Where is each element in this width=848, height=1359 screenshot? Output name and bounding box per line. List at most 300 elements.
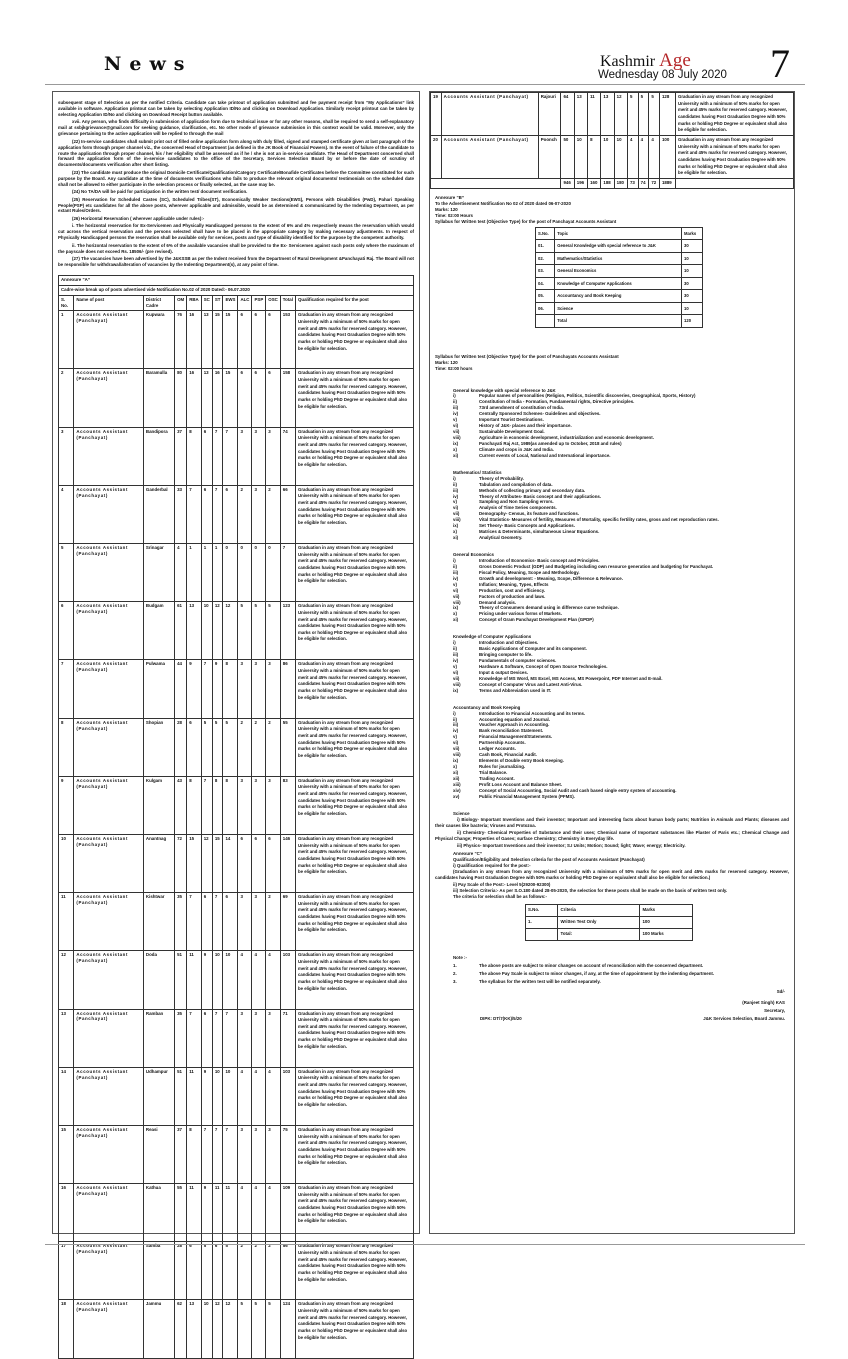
table-cell: 4 xyxy=(59,485,74,543)
item-text: Input & output Devices. xyxy=(479,669,529,675)
annexure-c-l1: Qualification/Eligibility and Selection criteria for the post of Accounts Assistant (Panchayat) xyxy=(453,856,645,862)
annexure-c-l2: i) Qualification required for the post:- xyxy=(453,862,531,868)
item-number: vi) xyxy=(453,505,459,511)
item-text: 73rd amendment of constitution of India. xyxy=(479,405,564,411)
table-cell: Kathua xyxy=(143,1184,174,1242)
section-title: News xyxy=(104,53,193,75)
table-cell: 2 xyxy=(266,485,281,543)
item-number: xi) xyxy=(453,535,459,541)
table-cell: 7 xyxy=(212,427,223,485)
table-cell: 75 xyxy=(280,1125,295,1183)
item-text: Panchayati Raj Act, 1989(as amended up to October, 2018 and rules) xyxy=(479,440,622,446)
qualification-cell: Graduation in any stream from any recognized University with a minimum of 50% marks for open merit and 45% marks for reserved category. However, candidates having Post Graduation Degree with 50% marks or holding PhD Degree or equivalent shall also be eligible for selection. xyxy=(296,427,414,485)
table-cell: Kulgam xyxy=(143,776,174,834)
table-cell: 12 xyxy=(212,602,223,660)
table-cell: 13 xyxy=(574,93,587,136)
item-number: ix) xyxy=(453,605,459,611)
syllabus-cell: 04. xyxy=(536,277,555,290)
item-number: ii) xyxy=(453,646,457,652)
table-cell: 69 xyxy=(280,893,295,951)
table-cell: 7 xyxy=(187,485,202,543)
section-title: Mathematics/ Statistics xyxy=(453,469,502,475)
item-number: i) xyxy=(453,393,456,399)
table-cell: 9 xyxy=(59,776,74,834)
note-number: 2. xyxy=(453,970,457,976)
table-cell: 2 xyxy=(266,718,281,776)
item-text: Trading Account. xyxy=(479,775,515,781)
table-cell: 10 xyxy=(614,136,627,179)
item-number: i) xyxy=(453,475,456,481)
table-cell: 4 xyxy=(252,1184,266,1242)
annexure-b-marks: Marks: 120 xyxy=(435,206,458,212)
table-cell: 8 xyxy=(187,427,202,485)
syllabus-cell: Knowledge of Computer Applications xyxy=(555,277,682,290)
item-number: ii) xyxy=(453,399,457,405)
item-text: Growth and development: - Meaning, Scope, Difference & Relevance. xyxy=(479,575,623,581)
table-cell: 10 xyxy=(212,1067,223,1125)
science-title: Science xyxy=(453,810,470,816)
table-cell: 3 xyxy=(238,427,252,485)
syllabus-row xyxy=(536,290,703,303)
table-cell: 7 xyxy=(212,1125,223,1183)
criteria-cell: 1. xyxy=(526,916,558,928)
item-number: vi) xyxy=(453,423,459,429)
table-cell: 6 xyxy=(212,1242,223,1300)
table-cell: 13 xyxy=(59,1009,74,1067)
qualification-cell: Graduation in any stream from any recognized University with a minimum of 50% marks for open merit and 45% marks for reserved category. However, candidates having Post Graduation Degree with 50% marks or holding PhD Degree or equivalent shall also be eligible for selection. xyxy=(296,718,414,776)
item-number: ii) xyxy=(453,563,457,569)
item-text: Trial Balance. xyxy=(479,769,508,775)
table-cell: 16 xyxy=(59,1184,74,1242)
table-cell: 12 xyxy=(59,951,74,1009)
item-number: vii) xyxy=(453,675,460,681)
annexure-b-syllabus: Syllabus for Written test (Objective Type) for the post of Panchayat Accounts Assistant xyxy=(435,218,617,224)
item-number: viii) xyxy=(453,599,461,605)
table-cell: 5 xyxy=(638,93,649,136)
table-cell: Accounts Assistant (Panchayat) xyxy=(74,776,144,834)
item-text: Pricing under various forms of Markets. xyxy=(479,611,562,617)
item-text: Matrices & Determinants, simultaneous Linear Equations. xyxy=(479,529,600,535)
table-cell: 15 xyxy=(59,1125,74,1183)
notice-paragraph: subsequent stage of Selection as per the notified Criteria. Candidate can take printout of application submitted and fee payment receipt from “My Applications” link available in software. Application printout can be taken by selecting Application ID/No and clicking on Download Application. Similarly receipt printout can be taken by selecting Application ID/No and clicking on Download Receipt button available. xyxy=(58,100,414,117)
item-text: Centrally Sponsored Schemes- Guidelines and objectives. xyxy=(479,411,601,417)
criteria-cell: S.No. xyxy=(526,904,558,916)
table-cell: 6 xyxy=(266,311,281,369)
table-cell: 13 xyxy=(187,602,202,660)
table-cell: 4 xyxy=(252,951,266,1009)
syllabus-sections xyxy=(435,388,789,800)
item-number: viii) xyxy=(453,681,461,687)
annexure-b-ref: To the Advertisement Notification No 02 of 2020 dated 06-07-2020 xyxy=(435,200,571,206)
item-text: Analysis of Time Series components. xyxy=(479,505,557,511)
item-number: i) xyxy=(453,557,456,563)
item-text: Voucher Approach in Accounting. xyxy=(479,722,550,728)
table-cell: 9 xyxy=(201,951,212,1009)
syllabus-section xyxy=(435,552,789,623)
notes xyxy=(435,955,789,985)
table-cell: 4 xyxy=(175,544,187,602)
table-cell: 5 xyxy=(252,602,266,660)
item-number: vii) xyxy=(453,429,460,435)
syllabus-cell: 30 xyxy=(682,290,703,303)
item-text: Agriculture in economic development, industrialization and economic development. xyxy=(479,435,654,440)
table-cell: Accounts Assistant (Panchayat) xyxy=(74,427,144,485)
table-cell: 9 xyxy=(201,1184,212,1242)
item-text: Ledger Accounts. xyxy=(479,746,516,752)
table-cell: 2 xyxy=(238,485,252,543)
table-cell: 11 xyxy=(187,951,202,1009)
table-cell: 124 xyxy=(280,1300,295,1358)
table-cell: 7 xyxy=(187,1009,202,1067)
table-row xyxy=(59,485,414,543)
table-cell: 74 xyxy=(280,427,295,485)
item-text: Sampling and Non Sampling errors. xyxy=(479,499,554,505)
item-number: v) xyxy=(453,499,457,505)
table-cell: 6 xyxy=(59,602,74,660)
table-cell: Doda xyxy=(143,951,174,1009)
item-text: Fundamentals of computer sciences. xyxy=(479,658,557,663)
table-header-cell: SC xyxy=(201,296,212,311)
item-number: ii) xyxy=(453,481,457,487)
table-cell: 3 xyxy=(266,1125,281,1183)
item-number: viii) xyxy=(453,752,461,758)
item-text: Climate and crops in J&K and India. xyxy=(479,446,554,452)
annexure-a-table xyxy=(58,275,414,1358)
table-cell: 5 xyxy=(627,93,638,136)
table-cell: Shopian xyxy=(143,718,174,776)
annexure-c xyxy=(435,851,789,941)
table-cell: 10 xyxy=(601,136,614,179)
table-cell: Accounts Assistant (Panchayat) xyxy=(74,718,144,776)
item-text: Gross Domestic Product (GDP) and Budgeting including own resource generation and budgeting for Panchayat. xyxy=(479,563,714,569)
table-cell: 6 xyxy=(252,834,266,892)
table-header-cell: District Cadre xyxy=(143,296,174,311)
table-cell: Bandipora xyxy=(143,427,174,485)
table-cell: Accounts Assistant (Panchayat) xyxy=(74,1067,144,1125)
table-cell: 1 xyxy=(201,544,212,602)
note-item xyxy=(453,979,789,985)
item-text: Introduction to Financial Accounting and its terms. xyxy=(479,710,586,716)
syllabus-header-cell: S.No. xyxy=(536,227,555,240)
table-cell: 8 xyxy=(187,776,202,834)
table-cell: 15 xyxy=(223,311,238,369)
item-text: Constitution of India - Formation, Fundamental rights, Directive principles. xyxy=(479,399,635,405)
qualification-cell: Graduation in any stream from any recognized University with a minimum of 50% marks for open merit and 45% marks for reserved category. However, candidates having Post Graduation Degree with 50% marks or holding PhD Degree or equivalent shall also be eligible for selection. xyxy=(676,136,794,179)
totals-blank xyxy=(431,179,561,189)
table-cell: 6 xyxy=(266,369,281,427)
table-cell: 1 xyxy=(212,544,223,602)
table-cell: 11 xyxy=(187,1067,202,1125)
table-cell: 2 xyxy=(59,369,74,427)
table-cell: 1 xyxy=(59,311,74,369)
left-column xyxy=(52,91,420,1340)
table-cell: Accounts Assistant (Panchayat) xyxy=(74,951,144,1009)
table-cell: 123 xyxy=(280,602,295,660)
item-number: x) xyxy=(453,446,457,452)
syllabus-row xyxy=(536,265,703,278)
notice-paragraph: i. The horizontal reservation for Ex-Servicemen and Physically Handicapped persons to the extent of 6% and 4% respectively means the reservation which would cut across the vertical reservation and the persons selected shall have to be placed in the appropriate category by making necessary adjustments. In respect of Physically Handicapped persons the reservation shall be available only for services, posts and type of disability identified for the purpose by the competent authority. xyxy=(58,223,414,241)
table-cell: 12 xyxy=(223,1300,238,1358)
qualification-cell: Graduation in any stream from any recognized University with a minimum of 50% marks for open merit and 45% marks for reserved category. However, candidates having Post Graduation Degree with 50% marks or holding PhD Degree or equivalent shall also be eligible for selection. xyxy=(296,1009,414,1067)
dipk-code: DIPK: DT/7(KK)/5/20 xyxy=(480,1015,522,1021)
table-cell: 5 xyxy=(649,93,660,136)
table-cell: Accounts Assistant (Panchayat) xyxy=(74,544,144,602)
table-cell: 4 xyxy=(638,136,649,179)
item-text: Demography- Census, its feature and functions. xyxy=(479,511,580,517)
science-item: i) Biology- Important Inventions and their inventor; Important and interesting facts about human body parts; Nutrition in Animals and Plants; diseases and their causes like bacteria; Viruses and Protozoa. xyxy=(435,816,789,828)
table-cell: 109 xyxy=(280,1184,295,1242)
item-number: x) xyxy=(453,764,457,769)
table-cell: 3 xyxy=(238,776,252,834)
item-text: Knowledge of MS Word, MS Excel, MS Access, MS Powerpoint, PDF Internet and E-mail. xyxy=(479,675,663,681)
table-cell: 5 xyxy=(59,544,74,602)
table-cell: 10 xyxy=(59,834,74,892)
syllabus-row xyxy=(536,240,703,253)
note-text: The above Pay Scale is subject to minor changes, if any, at the time of appointment by the indenting department. xyxy=(479,970,715,976)
qualification-cell: Graduation in any stream from any recognized University with a minimum of 50% marks for open merit and 45% marks for reserved category. However, candidates having Post Graduation Degree with 50% marks or holding PhD Degree or equivalent shall also be eligible for selection. xyxy=(296,602,414,660)
table-cell: 35 xyxy=(175,893,187,951)
table-cell: 2 xyxy=(252,1242,266,1300)
syllabus-cell: Science xyxy=(555,302,682,315)
item-number: ix) xyxy=(453,440,459,446)
list-item xyxy=(453,453,789,459)
table-cell: 5 xyxy=(266,1300,281,1358)
table-cell: 5 xyxy=(238,602,252,660)
syllabus-cell: Total xyxy=(555,315,682,328)
criteria-row xyxy=(526,928,693,940)
item-number: ix) xyxy=(453,523,459,529)
annexure-c-title: Annexure “C” xyxy=(453,850,483,856)
note-number: 3. xyxy=(453,978,457,984)
item-text: Accounting equation and Journal. xyxy=(479,716,550,722)
table-header-cell: OM xyxy=(175,296,187,311)
annexure-a-title: Annexure “A” xyxy=(59,276,414,286)
table-cell: 6 xyxy=(266,834,281,892)
item-text: Methods of collecting primary and secondary data. xyxy=(479,487,586,493)
table-header-cell: ALC xyxy=(238,296,252,311)
annexure-b-title: Annexure “B” xyxy=(435,195,465,200)
table-cell: 7 xyxy=(187,893,202,951)
section-title: General knowledge with special reference to J&K xyxy=(453,387,556,393)
science-item: ii) Chemistry- Chemical Properties of Substance and their uses; Chemical name of Important substances like Plaster of Paris etc.; Chemical Change and Physical Change; Properties of Gases; surface Chemistry; Chemistry in Everyday life. xyxy=(435,829,789,841)
table-header-cell: Total xyxy=(280,296,295,311)
table-row xyxy=(59,834,414,892)
table-row xyxy=(59,369,414,427)
table-cell: 5 xyxy=(252,1300,266,1358)
criteria-cell: Criteria xyxy=(558,904,640,916)
item-text: Tabulation and compilation of data. xyxy=(479,481,553,487)
item-number: xii) xyxy=(453,775,460,781)
table-cell: 17 xyxy=(59,1242,74,1300)
item-text: Analytical Geometry. xyxy=(479,535,523,541)
item-text: Financial Management/Statements. xyxy=(479,734,553,740)
table-cell: 12 xyxy=(201,834,212,892)
table-cell: Ramban xyxy=(143,1009,174,1067)
table-cell: 16 xyxy=(187,369,202,427)
table-cell: 83 xyxy=(280,776,295,834)
table-row xyxy=(59,544,414,602)
table-cell: 7 xyxy=(201,776,212,834)
table-cell: 14 xyxy=(223,834,238,892)
table-cell: 4 xyxy=(252,1067,266,1125)
syllabus-cell: 01. xyxy=(536,240,555,253)
note-text: The above posts are subject to minor changes on account of reconciliation with the concerned department. xyxy=(479,962,704,968)
item-number: viii) xyxy=(453,517,461,523)
total-cell: 1889 xyxy=(659,179,675,189)
table-cell: 62 xyxy=(175,1300,187,1358)
table-cell: Accounts Assistant (Panchayat) xyxy=(441,136,538,179)
syllabus-cell: General Knowledge with special reference to J&K xyxy=(555,240,682,253)
table-cell: 2 xyxy=(252,718,266,776)
item-number: vii) xyxy=(453,746,460,752)
table-cell: 2 xyxy=(238,1242,252,1300)
syllabus-cell: 02. xyxy=(536,252,555,265)
table-cell: 7 xyxy=(212,1009,223,1067)
table-header-cell: PSP xyxy=(252,296,266,311)
table-cell: 15 xyxy=(212,834,223,892)
notice-paragraph: (27) The vacancies have been advertised by the J&KSSB as per the Indent received from the Department of Rural Development &Panchayati Raj. The Board will not be responsible for withdrawal/alteration of vacancies by the Indenting Department(s), at any point of time. xyxy=(58,256,414,267)
table-cell: 51 xyxy=(175,951,187,1009)
item-number: iii) xyxy=(453,652,459,658)
table-cell: 8 xyxy=(59,718,74,776)
notice-paragraph: xvii. Any person, who finds difficulty in submission of application form due to technical issue or for any other reasons, shall be required to send a self-explanatory mail at ssbjkgrievance@gmail.com for seeking guidance, clarification, etc. No other mode of grievance submission in this context would be valid. Moreover, only the grievance pertaining to the active application will be replied to through the mail xyxy=(58,119,414,137)
item-number: xiii) xyxy=(453,781,461,787)
table-cell: 3 xyxy=(266,1009,281,1067)
table-cell: 1 xyxy=(187,544,202,602)
item-number: x) xyxy=(453,611,457,617)
table-cell: 11 xyxy=(223,1184,238,1242)
signature-post: Secretary, xyxy=(764,1007,785,1013)
table-cell: 128 xyxy=(659,93,675,136)
table-cell: Kupwara xyxy=(143,311,174,369)
table-cell: 2 xyxy=(238,718,252,776)
item-text: Current events of Local, National and International importance. xyxy=(479,452,611,458)
right-column xyxy=(429,91,795,1234)
notice-paragraph: (25) Reservation for Scheduled Castes (SC), Scheduled Tribes(ST), Economically Weaker Sections(EWS), Persons with Disabilities (PwD), Pahari Speaking People(PSP) etc candidates for all the above posts, wherever applicable and admissible, would be as determined & communicated by the Indenting Department, as per extant Rules/Orders. xyxy=(58,196,414,214)
table-cell: Anantnag xyxy=(143,834,174,892)
table-cell: 7 xyxy=(212,893,223,951)
syllabus-section xyxy=(435,705,789,800)
note-item xyxy=(453,971,789,977)
section-title: Accountancy and Book Keeping xyxy=(453,704,521,710)
table-cell: 100 xyxy=(659,136,675,179)
table-cell: 2 xyxy=(266,893,281,951)
brand-main: Kashmir xyxy=(600,53,660,70)
table-cell: 20 xyxy=(431,136,442,179)
item-number: ii) xyxy=(453,716,457,722)
item-text: Factors of production and laws. xyxy=(479,593,546,599)
table-cell: 37 xyxy=(175,427,187,485)
item-number: iv) xyxy=(453,493,459,499)
table-cell: 3 xyxy=(252,660,266,718)
item-number: vi) xyxy=(453,669,459,675)
total-cell: 196 xyxy=(574,179,587,189)
table-cell: 0 xyxy=(238,544,252,602)
item-number: iv) xyxy=(453,575,459,581)
criteria-cell: Marks xyxy=(640,904,693,916)
table-cell: 2 xyxy=(266,1242,281,1300)
note-item xyxy=(453,963,789,969)
table-cell: 158 xyxy=(280,369,295,427)
table-row xyxy=(431,136,794,179)
table-cell: 6 xyxy=(187,718,202,776)
item-number: xi) xyxy=(453,769,459,775)
table-cell: 13 xyxy=(187,1300,202,1358)
syllabus-row xyxy=(536,252,703,265)
table-header-cell: S. No. xyxy=(59,296,74,311)
table-cell: 6 xyxy=(223,485,238,543)
syllabus-cell: 30 xyxy=(682,240,703,253)
table-cell: 3 xyxy=(238,893,252,951)
list-item xyxy=(453,688,789,694)
table-row xyxy=(59,602,414,660)
item-text: Theory of Attributes- Basic concept and their applications. xyxy=(479,493,602,499)
item-number: v) xyxy=(453,663,457,669)
section-title: General Economics xyxy=(453,552,494,557)
table-cell: 3 xyxy=(238,660,252,718)
item-text: Concept of Gram Panchayat Development Plan (GPDP) xyxy=(479,617,594,623)
table-cell: 3 xyxy=(266,427,281,485)
item-number: x) xyxy=(453,529,457,535)
annexure-a-caption: Cadre-wise break up of posts advertised vide Notification No.02 of 2020 Dated:- 06.07.2020 xyxy=(59,286,414,296)
table-cell: Accounts Assistant (Panchayat) xyxy=(74,660,144,718)
table-cell: 66 xyxy=(280,485,295,543)
table-cell: Poonch xyxy=(538,136,561,179)
table-row xyxy=(59,776,414,834)
table-cell: 16 xyxy=(212,369,223,427)
table-cell: 28 xyxy=(175,1242,187,1300)
table-header-cell: Name of post xyxy=(74,296,144,311)
science-section xyxy=(435,811,789,850)
signature-org: J&K Services Selection, Board Jammu. xyxy=(703,1015,785,1021)
issue-date: Wednesday 08 July 2020 xyxy=(598,69,727,81)
annexure-c-l5: iii) Selection Criteria:- As per S.O.180 dated 28-05-2020, the selection for these posts shall be made on the basis of written test only. xyxy=(453,887,728,893)
table-cell: 5 xyxy=(238,1300,252,1358)
table-cell: Accounts Assistant (Panchayat) xyxy=(74,485,144,543)
table-cell: 5 xyxy=(266,602,281,660)
total-cell: 946 xyxy=(561,179,574,189)
table-header-cell: OSC xyxy=(266,296,281,311)
annexure-b-time: Time: 02:00 Hours xyxy=(435,212,473,218)
notice-paragraphs xyxy=(58,100,414,268)
note-text: The syllabus for the written test will be notified separately. xyxy=(479,978,601,984)
annexure-a-header xyxy=(59,296,414,311)
table-cell: 0 xyxy=(223,544,238,602)
table-cell: 3 xyxy=(252,1125,266,1183)
table-row xyxy=(59,1125,414,1183)
item-number: iv) xyxy=(453,658,459,663)
section-title: Knowledge of Computer Applications xyxy=(453,634,532,640)
table-cell: 6 xyxy=(252,369,266,427)
table-cell: Jammu xyxy=(143,1300,174,1358)
syllabus-header-cell: Marks xyxy=(682,227,703,240)
table-cell: 11 xyxy=(588,93,601,136)
table-cell: 6 xyxy=(238,834,252,892)
item-text: Fiscal Policy, Meaning, Scope and Methodology. xyxy=(479,569,580,575)
table-cell: 7 xyxy=(201,1125,212,1183)
total-cell: 160 xyxy=(588,179,601,189)
table-cell: 7 xyxy=(59,660,74,718)
table-cell: 103 xyxy=(280,951,295,1009)
syllabus-cell: 10 xyxy=(682,302,703,315)
table-cell: 80 xyxy=(175,369,187,427)
table-cell: 33 xyxy=(175,485,187,543)
table-cell: 3 xyxy=(252,776,266,834)
item-text: Public Financial Management System (PFMS). xyxy=(479,793,575,799)
table-row xyxy=(59,1067,414,1125)
table-cell: Reasi xyxy=(143,1125,174,1183)
qualification-cell: Graduation in any stream from any recognized University with a minimum of 50% marks for open merit and 45% marks for reserved category. However, candidates having Post Graduation Degree with 50% marks or holding PhD Degree or equivalent shall also be eligible for selection. xyxy=(296,893,414,951)
